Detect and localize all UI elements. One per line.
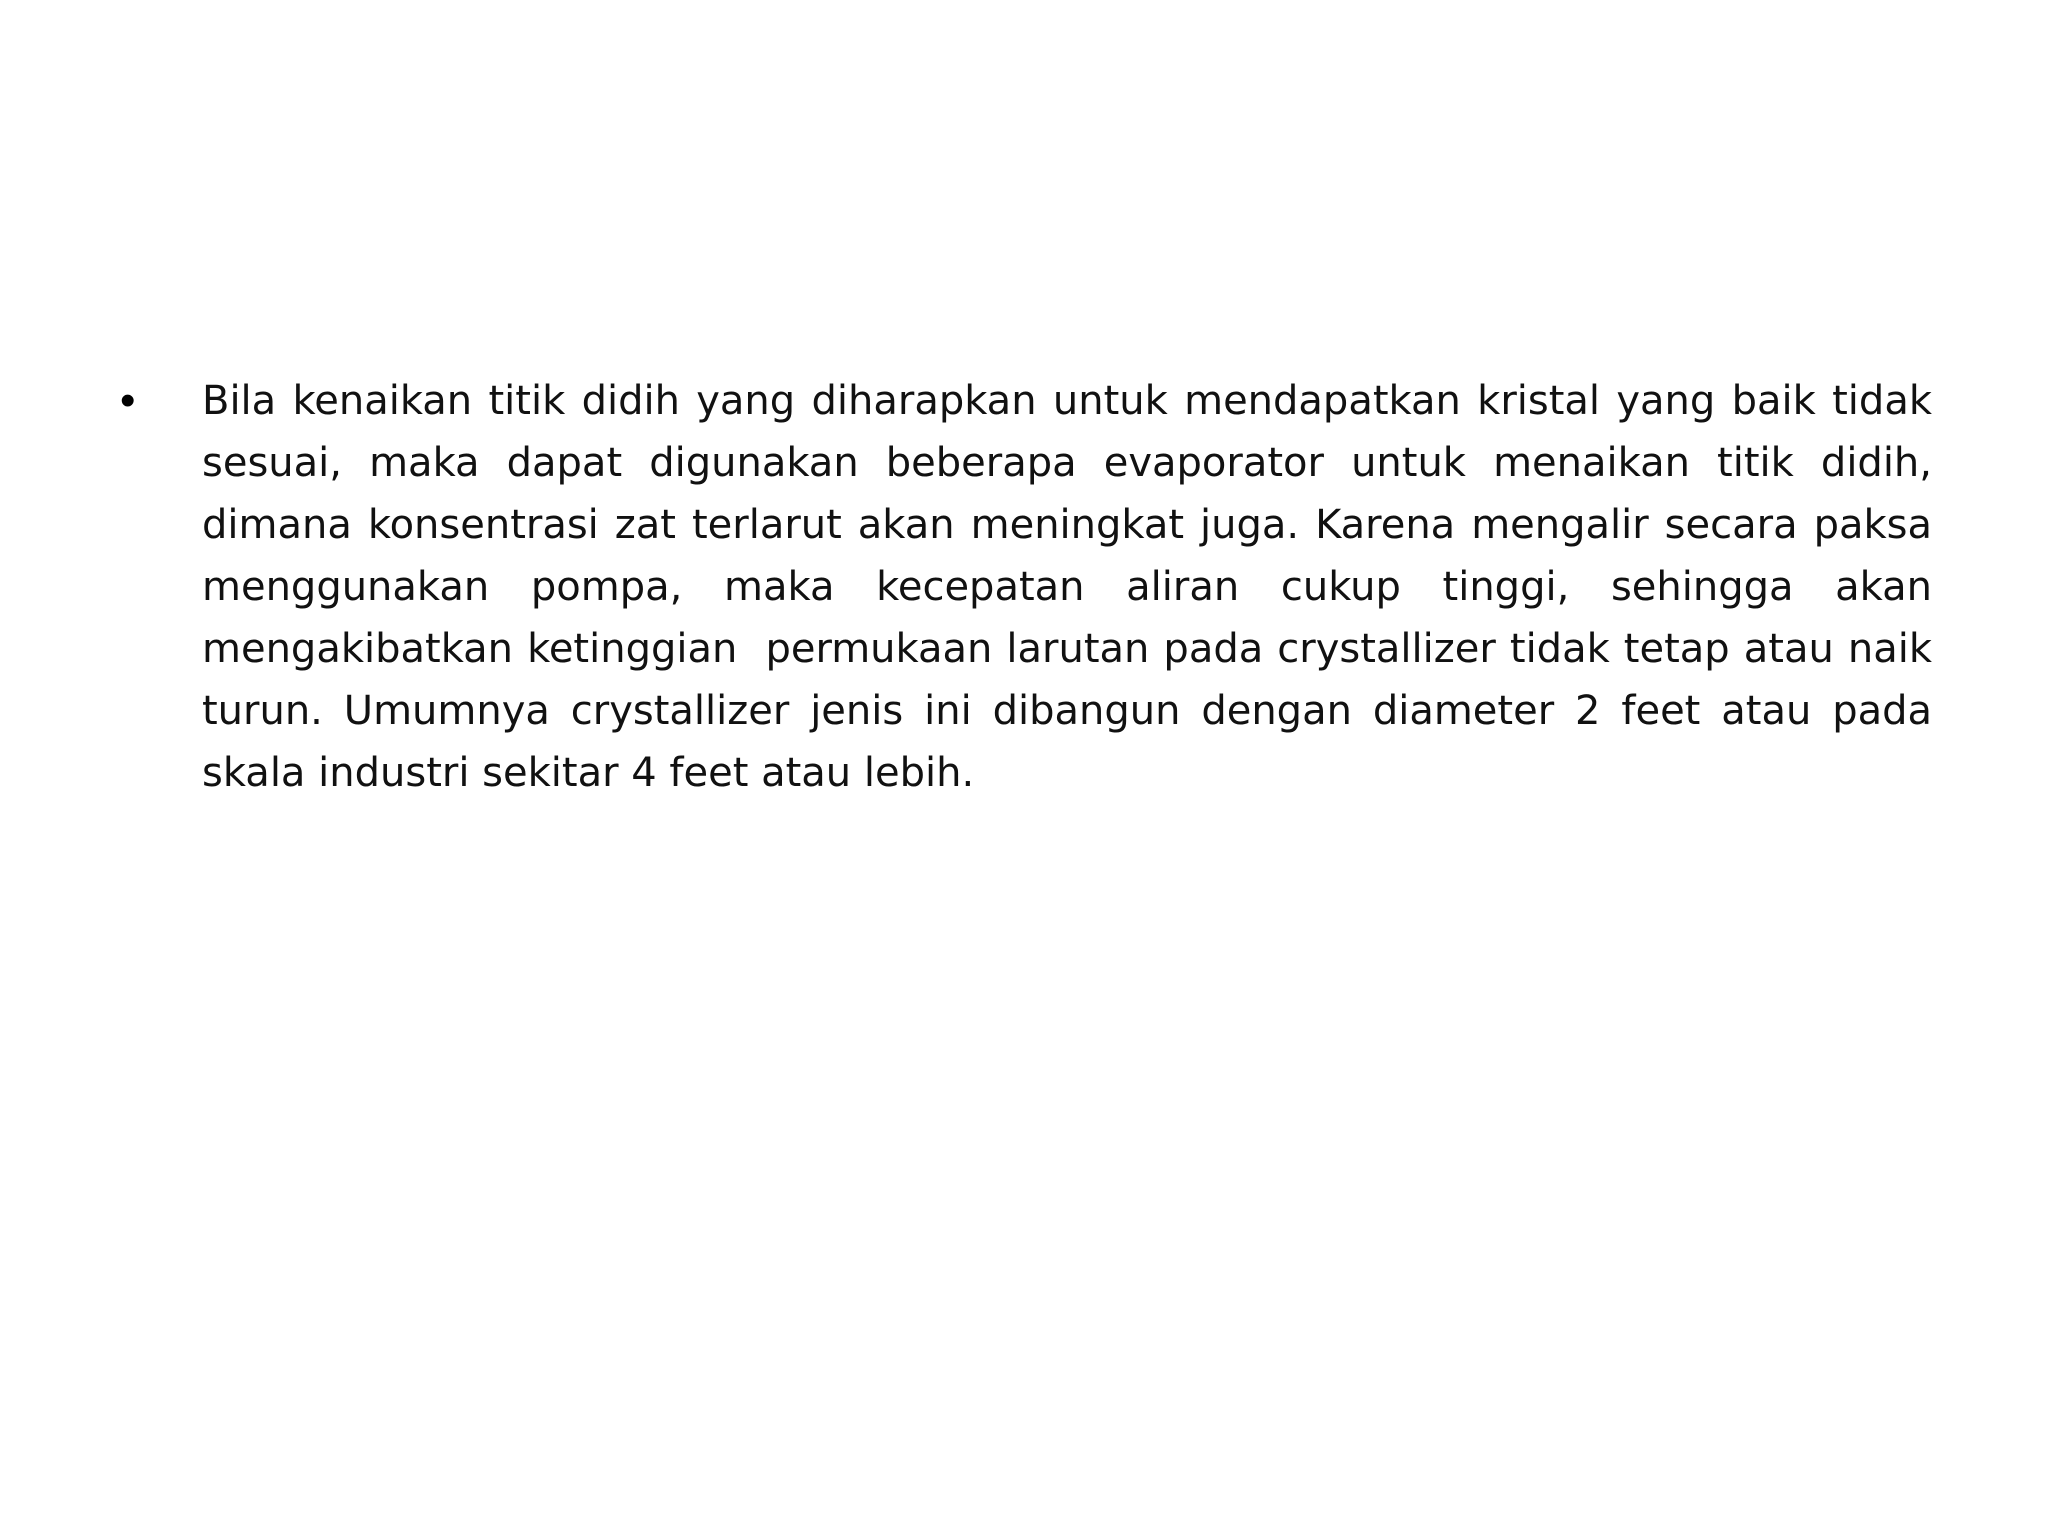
slide-body xyxy=(120,370,1945,804)
bullet-text: Bila kenaikan titik didih yang diharapkan untuk mendapatkan kristal yang baik tidak sesuai, maka dapat digunakan beberapa evaporator untuk menaikan titik didih, dimana konsentrasi zat terlarut akan meningkat juga. Karena mengalir secara paksa menggunakan pompa, maka kecepatan aliran cukup tinggi, sehingga akan mengakibatkan ketinggian permukaan larutan pada crystallizer tidak tetap atau naik turun. Umumnya crystallizer jenis ini dibangun dengan diameter 2 feet atau pada skala industri sekitar 4 feet atau lebih. xyxy=(202,378,1945,796)
bullet-icon: • xyxy=(120,376,136,425)
bullet-item xyxy=(120,370,1945,804)
